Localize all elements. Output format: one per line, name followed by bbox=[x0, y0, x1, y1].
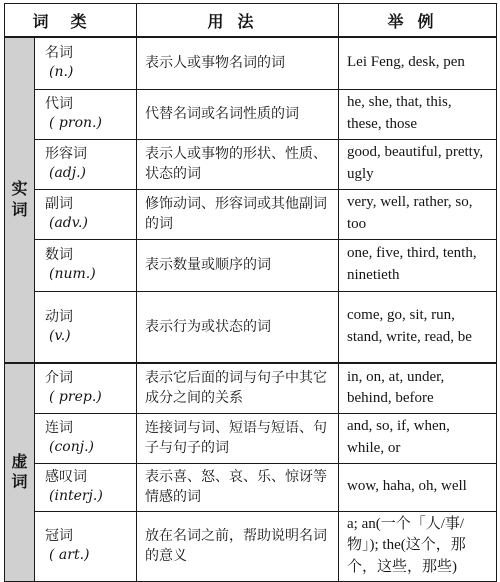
group-label-function-words: 虚 词 bbox=[5, 363, 35, 581]
table-row bbox=[5, 239, 497, 291]
word-class-name: 动词 (v.) bbox=[35, 291, 137, 363]
header-word-class: 词类 bbox=[5, 4, 137, 38]
example-cell: he, she, that, this, these, those bbox=[339, 89, 497, 139]
word-class-name: 冠词 ( art.) bbox=[35, 511, 137, 581]
group-label-content-words: 实 词 bbox=[5, 37, 35, 363]
usage-cell: 表示喜、怒、哀、乐、惊讶等情感的词 bbox=[137, 463, 339, 511]
word-class-name: 数词 (num.) bbox=[35, 239, 137, 291]
table-row bbox=[5, 363, 497, 413]
word-class-abbr: (conj.) bbox=[49, 439, 95, 455]
word-class-abbr: ( prep.) bbox=[49, 389, 102, 406]
table-row bbox=[5, 511, 497, 581]
word-class-abbr: ( pron.) bbox=[49, 115, 102, 131]
usage-cell: 表示它后面的词与句子中其它成分之间的关系 bbox=[137, 363, 339, 413]
word-class-abbr: (adj.) bbox=[49, 165, 87, 181]
header-usage: 用法 bbox=[137, 4, 339, 38]
table-row bbox=[5, 37, 497, 89]
example-cell: wow, haha, oh, well bbox=[339, 463, 497, 511]
example-cell: very, well, rather, so, too bbox=[339, 189, 497, 239]
table-row bbox=[5, 189, 497, 239]
usage-cell: 表示人或事物的形状、性质、状态的词 bbox=[137, 139, 339, 189]
word-class-abbr: (interj.) bbox=[49, 488, 103, 504]
word-class-name: 介词 ( prep.) bbox=[35, 363, 137, 413]
usage-cell: 修饰动词、形容词或其他副词的词 bbox=[137, 189, 339, 239]
usage-cell: 表示人或事物名词的词 bbox=[137, 37, 339, 89]
table-row bbox=[5, 413, 497, 463]
word-class-name: 连词 (conj.) bbox=[35, 413, 137, 463]
word-class-abbr: (v.) bbox=[49, 327, 71, 344]
word-class-name: 代词 ( pron.) bbox=[35, 89, 137, 139]
usage-cell: 放在名词之前，帮助说明名词的意义 bbox=[137, 511, 339, 581]
example-cell: one, five, third, tenth, ninetieth bbox=[339, 239, 497, 291]
example-cell: and, so, if, when, while, or bbox=[339, 413, 497, 463]
word-class-abbr: (n.) bbox=[49, 64, 74, 81]
usage-cell: 表示数量或顺序的词 bbox=[137, 239, 339, 291]
word-class-abbr: ( art.) bbox=[49, 547, 90, 564]
table-row bbox=[5, 463, 497, 511]
example-cell: a; an(一个「人/事/物」); the(这个，那个，这些，那些) bbox=[339, 511, 497, 581]
example-cell: Lei Feng, desk, pen bbox=[339, 37, 497, 89]
word-class-name: 名词 (n.) bbox=[35, 37, 137, 89]
header-example: 举例 bbox=[339, 4, 497, 38]
example-cell: come, go, sit, run, stand, write, read, be bbox=[339, 291, 497, 363]
usage-cell: 表示行为或状态的词 bbox=[137, 291, 339, 363]
word-class-name: 形容词 (adj.) bbox=[35, 139, 137, 189]
table-row bbox=[5, 139, 497, 189]
table-row bbox=[5, 89, 497, 139]
word-class-abbr: (adv.) bbox=[49, 215, 88, 231]
word-class-name: 副词 (adv.) bbox=[35, 189, 137, 239]
usage-cell: 连接词与词、短语与短语、句子与句子的词 bbox=[137, 413, 339, 463]
example-cell: in, on, at, under, behind, before bbox=[339, 363, 497, 413]
word-class-abbr: (num.) bbox=[49, 266, 96, 282]
usage-cell: 代替名词或名词性质的词 bbox=[137, 89, 339, 139]
word-class-table bbox=[4, 3, 497, 582]
example-cell: good, beautiful, pretty, ugly bbox=[339, 139, 497, 189]
table-row bbox=[5, 291, 497, 363]
grammar-table-page bbox=[4, 3, 496, 576]
header-row bbox=[5, 4, 497, 38]
word-class-name: 感叹词 (interj.) bbox=[35, 463, 137, 511]
